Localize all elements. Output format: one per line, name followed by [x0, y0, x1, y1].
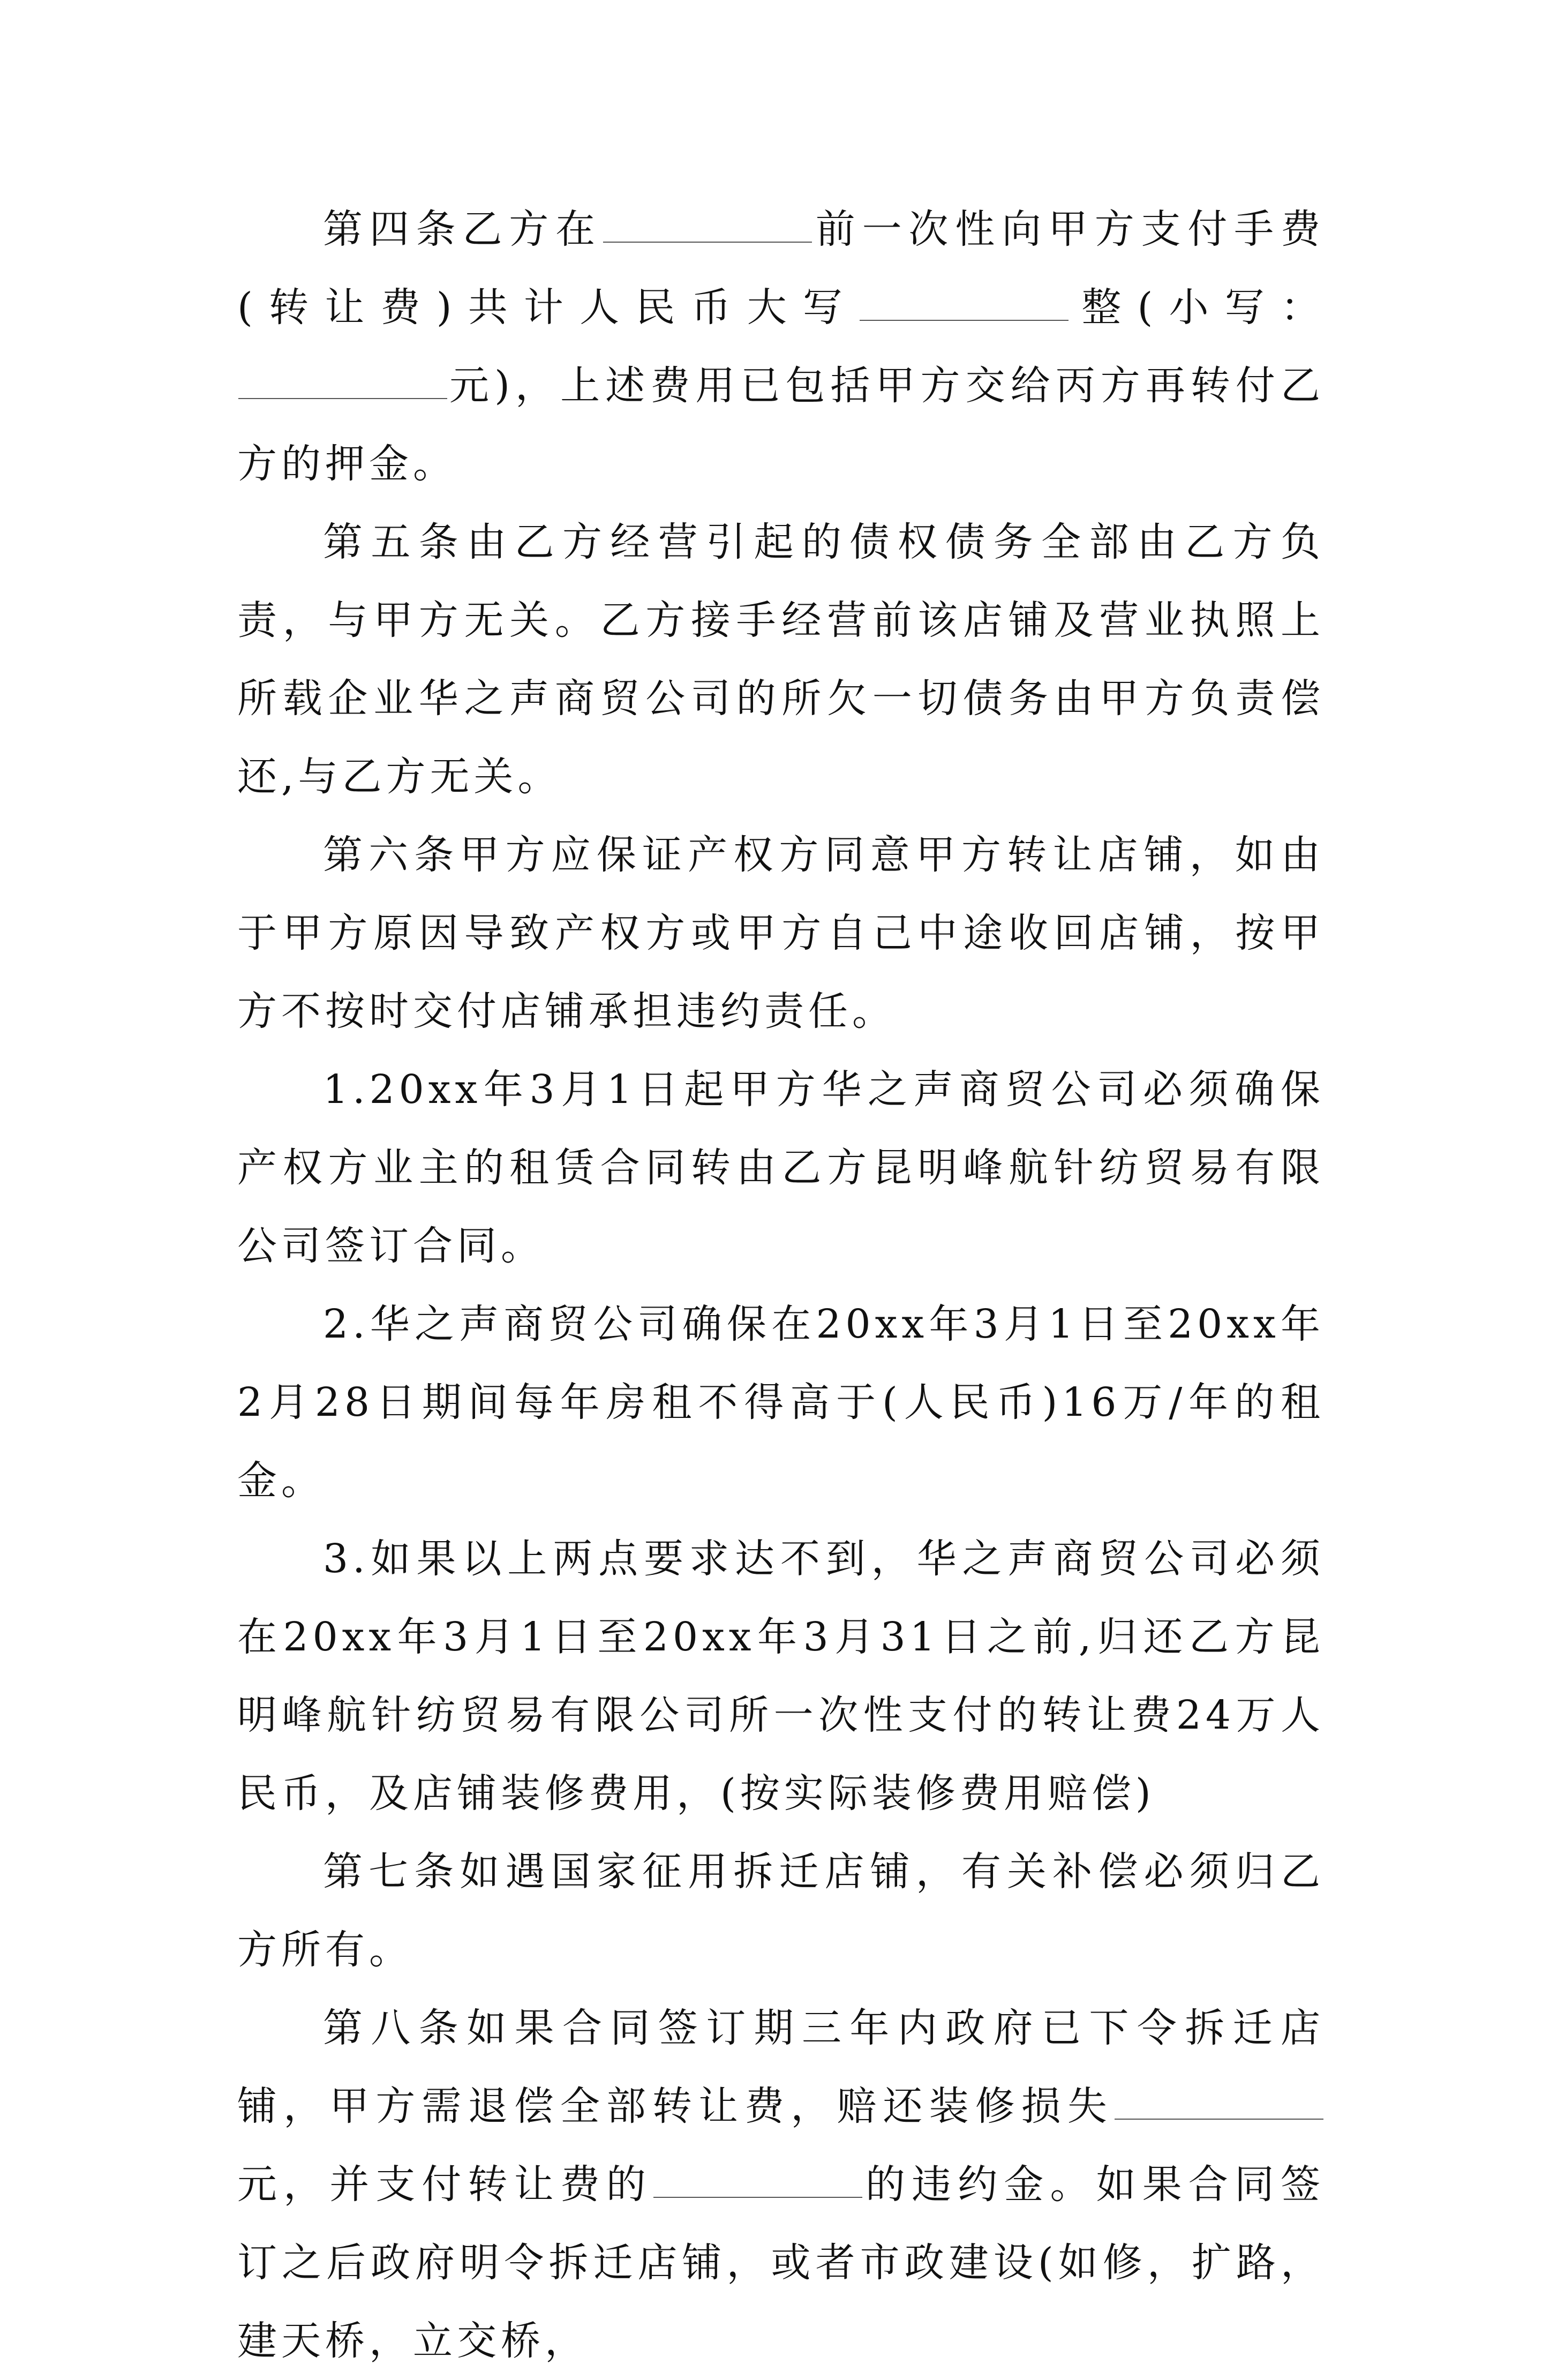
paragraph-text: 的违约金。如果合同签订之后政府明令拆迁店铺，或者市政建设(如修，扩路，建天桥，立交桥，	[237, 2161, 1325, 2364]
paragraph-text: 第七条如遇国家征用拆迁店铺，有关补偿必须归乙方所有。	[237, 1849, 1325, 1973]
fill-in-blank	[653, 2157, 862, 2198]
paragraph-art8	[237, 1989, 1325, 2380]
paragraph-text: 第八条如果合同签订期三年内政府已下令拆迁店铺，甲方需退偿全部转让费，赔还装修损失	[237, 2005, 1325, 2129]
fill-in-blank	[603, 202, 812, 243]
paragraph-art4	[237, 190, 1325, 503]
paragraph-text: 前一次性向甲方支付手费(转让费)共计人民币大写	[237, 206, 1325, 331]
paragraph-text: 第五条由乙方经营引起的债权债务全部由乙方负责，与甲方无关。乙方接手经营前该店铺及营业执照上所载企业华之声商贸公司的所欠一切债务由甲方负责偿还,与乙方无关。	[237, 519, 1325, 800]
paragraph-art6	[237, 816, 1325, 1050]
paragraph-text: 第四条乙方在	[323, 206, 602, 252]
paragraph-item3	[237, 1520, 1325, 1833]
paragraph-text: 元，并支付转让费的	[237, 2161, 652, 2208]
document-body	[237, 190, 1325, 2380]
paragraph-text: 1.20xx年3月1日起甲方华之声商贸公司必须确保产权方业主的租赁合同转由乙方昆明峰航针纺贸易有限公司签订合同。	[237, 1067, 1325, 1269]
fill-in-blank	[1115, 2079, 1323, 2120]
paragraph-text: 元)，上述费用已包括甲方交给丙方再转付乙方的押金。	[237, 363, 1325, 487]
paragraph-text: 2.华之声商贸公司确保在20xx年3月1日至20xx年2月28日期间每年房租不得高于(人民币)16万/年的租金。	[237, 1301, 1325, 1504]
paragraph-art7	[237, 1833, 1325, 1989]
paragraph-item1	[237, 1050, 1325, 1285]
paragraph-text: 3.如果以上两点要求达不到，华之声商贸公司必须在20xx年3月1日至20xx年3月31日之前,归还乙方昆明峰航针纺贸易有限公司所一次性支付的转让费24万人民币，及店铺装修费用，(按实际装修费用赔偿)	[237, 1536, 1325, 1816]
paragraph-item2	[237, 1285, 1325, 1520]
fill-in-blank	[860, 280, 1069, 321]
fill-in-blank	[238, 358, 447, 399]
paragraph-text: 第六条甲方应保证产权方同意甲方转让店铺，如由于甲方原因导致产权方或甲方自己中途收回店铺，按甲方不按时交付店铺承担违约责任。	[237, 832, 1325, 1034]
paragraph-text: 整(小写：	[1070, 284, 1325, 331]
paragraph-art5	[237, 503, 1325, 816]
